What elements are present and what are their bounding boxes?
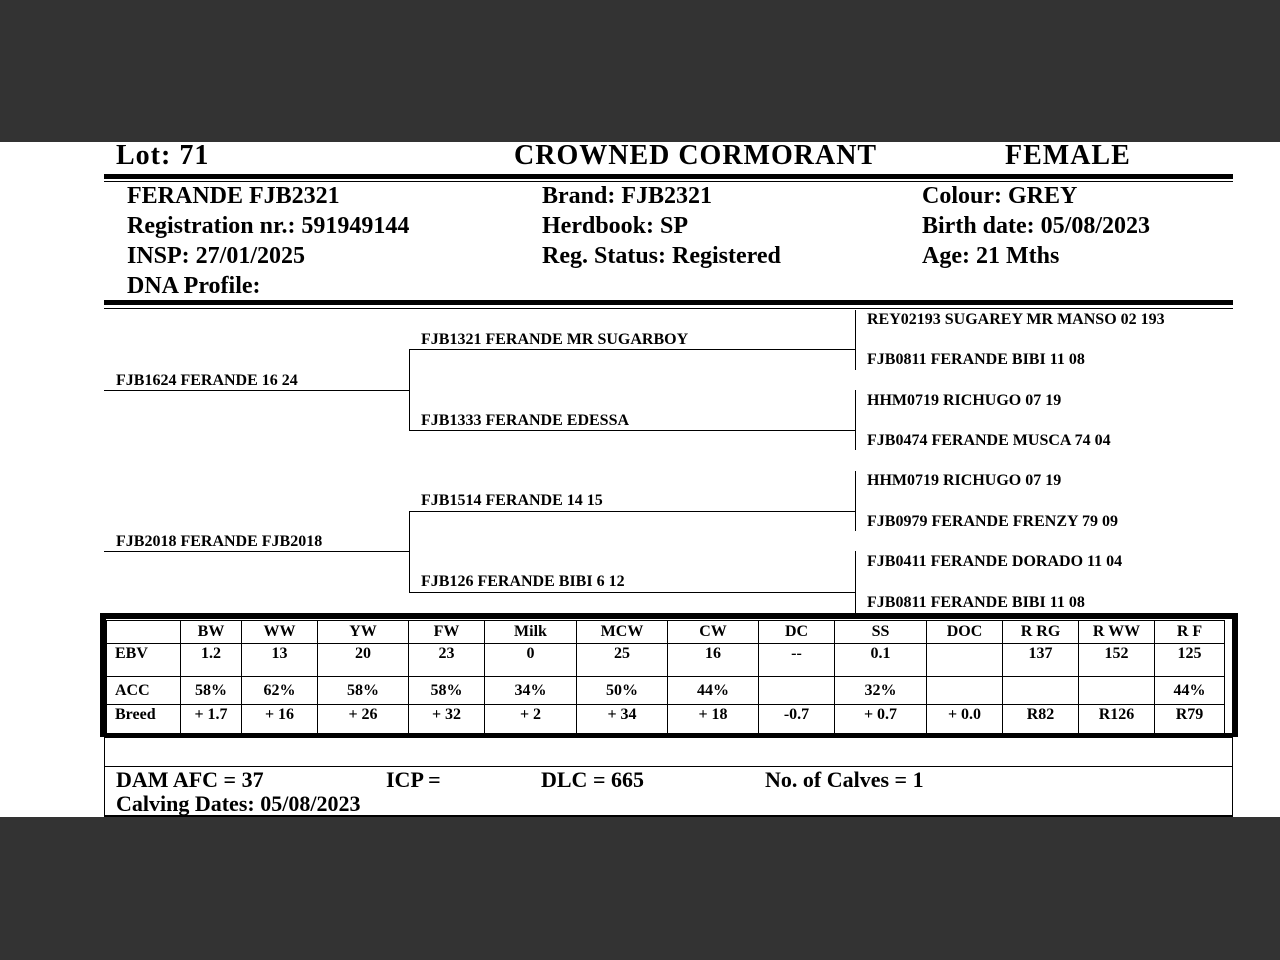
pedigree-connector bbox=[855, 551, 856, 613]
breed-cell: + 18 bbox=[668, 705, 759, 736]
acc-cell: 44% bbox=[1155, 677, 1225, 705]
calving-dates: Calving Dates: 05/08/2023 bbox=[116, 791, 361, 816]
acc-cell: 58% bbox=[409, 677, 485, 705]
pedigree-dam: FJB2018 FERANDE FJB2018 bbox=[116, 533, 323, 550]
acc-cell bbox=[1003, 677, 1079, 705]
lot-number: Lot: 71 bbox=[116, 140, 210, 171]
ebv-header-cell: MCW bbox=[577, 621, 668, 644]
dna-profile: DNA Profile: bbox=[127, 273, 261, 299]
ebv-row-label: EBV bbox=[107, 644, 181, 677]
acc-cell: 34% bbox=[485, 677, 577, 705]
ebv-cell: -- bbox=[759, 644, 835, 677]
acc-row bbox=[107, 677, 1225, 705]
breed-name: CROWNED CORMORANT bbox=[514, 140, 878, 171]
breed-cell: + 32 bbox=[409, 705, 485, 736]
pedigree-gen3-6: FJB0979 FERANDE FRENZY 79 09 bbox=[867, 513, 1118, 530]
pedigree-gen3-1: REY02193 SUGAREY MR MANSO 02 193 bbox=[867, 311, 1165, 328]
ebv-header-cell: Milk bbox=[485, 621, 577, 644]
breed-cell: + 1.7 bbox=[181, 705, 242, 736]
dam-afc: DAM AFC = 37 bbox=[116, 767, 264, 792]
ebv-header-cell: DOC bbox=[927, 621, 1003, 644]
acc-cell bbox=[927, 677, 1003, 705]
ebv-header-cell: FW bbox=[409, 621, 485, 644]
ebv-cell: 13 bbox=[242, 644, 318, 677]
pedigree-sire-sire: FJB1321 FERANDE MR SUGARBOY bbox=[421, 331, 689, 348]
acc-cell: 58% bbox=[181, 677, 242, 705]
breed-cell: + 26 bbox=[318, 705, 409, 736]
pedigree-dam-dam: FJB126 FERANDE BIBI 6 12 bbox=[421, 573, 625, 590]
ebv-cell: 0 bbox=[485, 644, 577, 677]
ebv-cell: 16 bbox=[668, 644, 759, 677]
acc-cell bbox=[759, 677, 835, 705]
inspection-date: INSP: 27/01/2025 bbox=[127, 243, 306, 269]
pedigree-gen3-5: HHM0719 RICHUGO 07 19 bbox=[867, 472, 1062, 489]
acc-cell bbox=[1079, 677, 1155, 705]
icp: ICP = bbox=[386, 767, 441, 792]
breed-cell: R79 bbox=[1155, 705, 1225, 736]
acc-cell: 44% bbox=[668, 677, 759, 705]
ebv-cell bbox=[927, 644, 1003, 677]
breed-cell: + 2 bbox=[485, 705, 577, 736]
breed-cell: + 16 bbox=[242, 705, 318, 736]
ebv-header-cell: R WW bbox=[1079, 621, 1155, 644]
acc-cell: 58% bbox=[318, 677, 409, 705]
ebv-header-cell: CW bbox=[668, 621, 759, 644]
pedigree-connector bbox=[409, 511, 410, 593]
pedigree-line bbox=[409, 511, 855, 512]
pedigree-gen3-3: HHM0719 RICHUGO 07 19 bbox=[867, 392, 1062, 409]
ebv-cell: 137 bbox=[1003, 644, 1079, 677]
pedigree-line bbox=[409, 592, 855, 593]
pedigree-line bbox=[409, 349, 855, 350]
pedigree-line bbox=[409, 430, 855, 431]
ebv-header-cell: SS bbox=[835, 621, 927, 644]
pedigree-line bbox=[104, 390, 409, 391]
breed-row bbox=[107, 705, 1225, 736]
breed-row-label: Breed bbox=[107, 705, 181, 736]
ebv-cell: 20 bbox=[318, 644, 409, 677]
ebv-header-cell: R F bbox=[1155, 621, 1225, 644]
pedigree-sire-dam: FJB1333 FERANDE EDESSA bbox=[421, 412, 630, 429]
pedigree-line bbox=[104, 551, 409, 552]
info-rule-thick bbox=[104, 300, 1233, 305]
pedigree-connector bbox=[409, 349, 410, 431]
ebv-header-cell: YW bbox=[318, 621, 409, 644]
pedigree-dam-sire: FJB1514 FERANDE 14 15 bbox=[421, 492, 603, 509]
breed-cell: + 34 bbox=[577, 705, 668, 736]
birth-date: Birth date: 05/08/2023 bbox=[922, 213, 1150, 239]
ebv-header-cell: R RG bbox=[1003, 621, 1079, 644]
breed-cell: + 0.7 bbox=[835, 705, 927, 736]
age: Age: 21 Mths bbox=[922, 243, 1060, 269]
pedigree-sire: FJB1624 FERANDE 16 24 bbox=[116, 372, 298, 389]
pedigree-connector bbox=[855, 390, 856, 450]
acc-cell: 50% bbox=[577, 677, 668, 705]
ebv-cell: 0.1 bbox=[835, 644, 927, 677]
ebv-cell: 25 bbox=[577, 644, 668, 677]
pedigree-gen3-8: FJB0811 FERANDE BIBI 11 08 bbox=[867, 594, 1085, 611]
herdbook: Herdbook: SP bbox=[542, 213, 689, 239]
pedigree-gen3-2: FJB0811 FERANDE BIBI 11 08 bbox=[867, 351, 1085, 368]
brand: Brand: FJB2321 bbox=[542, 183, 713, 209]
animal-name: FERANDE FJB2321 bbox=[127, 183, 340, 209]
ebv-table bbox=[106, 620, 1225, 736]
ebv-cell: 125 bbox=[1155, 644, 1225, 677]
info-rule-thin bbox=[104, 308, 1233, 309]
ebv-header-cell: BW bbox=[181, 621, 242, 644]
catalogue-page bbox=[0, 142, 1280, 817]
pedigree-connector bbox=[855, 310, 856, 370]
breed-cell: R126 bbox=[1079, 705, 1155, 736]
number-of-calves: No. of Calves = 1 bbox=[765, 767, 924, 792]
dlc: DLC = 665 bbox=[541, 767, 644, 792]
ebv-header-cell: DC bbox=[759, 621, 835, 644]
pedigree-gen3-4: FJB0474 FERANDE MUSCA 74 04 bbox=[867, 432, 1111, 449]
pedigree-gen3-7: FJB0411 FERANDE DORADO 11 04 bbox=[867, 553, 1123, 570]
pedigree-connector bbox=[855, 471, 856, 531]
header-rule-thick bbox=[104, 174, 1233, 179]
animal-sex: FEMALE bbox=[1005, 140, 1131, 171]
ebv-header-row bbox=[107, 621, 1225, 644]
acc-cell: 62% bbox=[242, 677, 318, 705]
breed-cell: + 0.0 bbox=[927, 705, 1003, 736]
breed-cell: -0.7 bbox=[759, 705, 835, 736]
ebv-cell: 23 bbox=[409, 644, 485, 677]
registration-number: Registration nr.: 591949144 bbox=[127, 213, 410, 239]
acc-row-label: ACC bbox=[107, 677, 181, 705]
colour: Colour: GREY bbox=[922, 183, 1078, 209]
ebv-cell: 1.2 bbox=[181, 644, 242, 677]
acc-cell: 32% bbox=[835, 677, 927, 705]
ebv-header-cell bbox=[107, 621, 181, 644]
ebv-header-cell: WW bbox=[242, 621, 318, 644]
registration-status: Reg. Status: Registered bbox=[542, 243, 781, 269]
footer-divider bbox=[104, 766, 1233, 767]
ebv-cell: 152 bbox=[1079, 644, 1155, 677]
breed-cell: R82 bbox=[1003, 705, 1079, 736]
ebv-row bbox=[107, 644, 1225, 677]
